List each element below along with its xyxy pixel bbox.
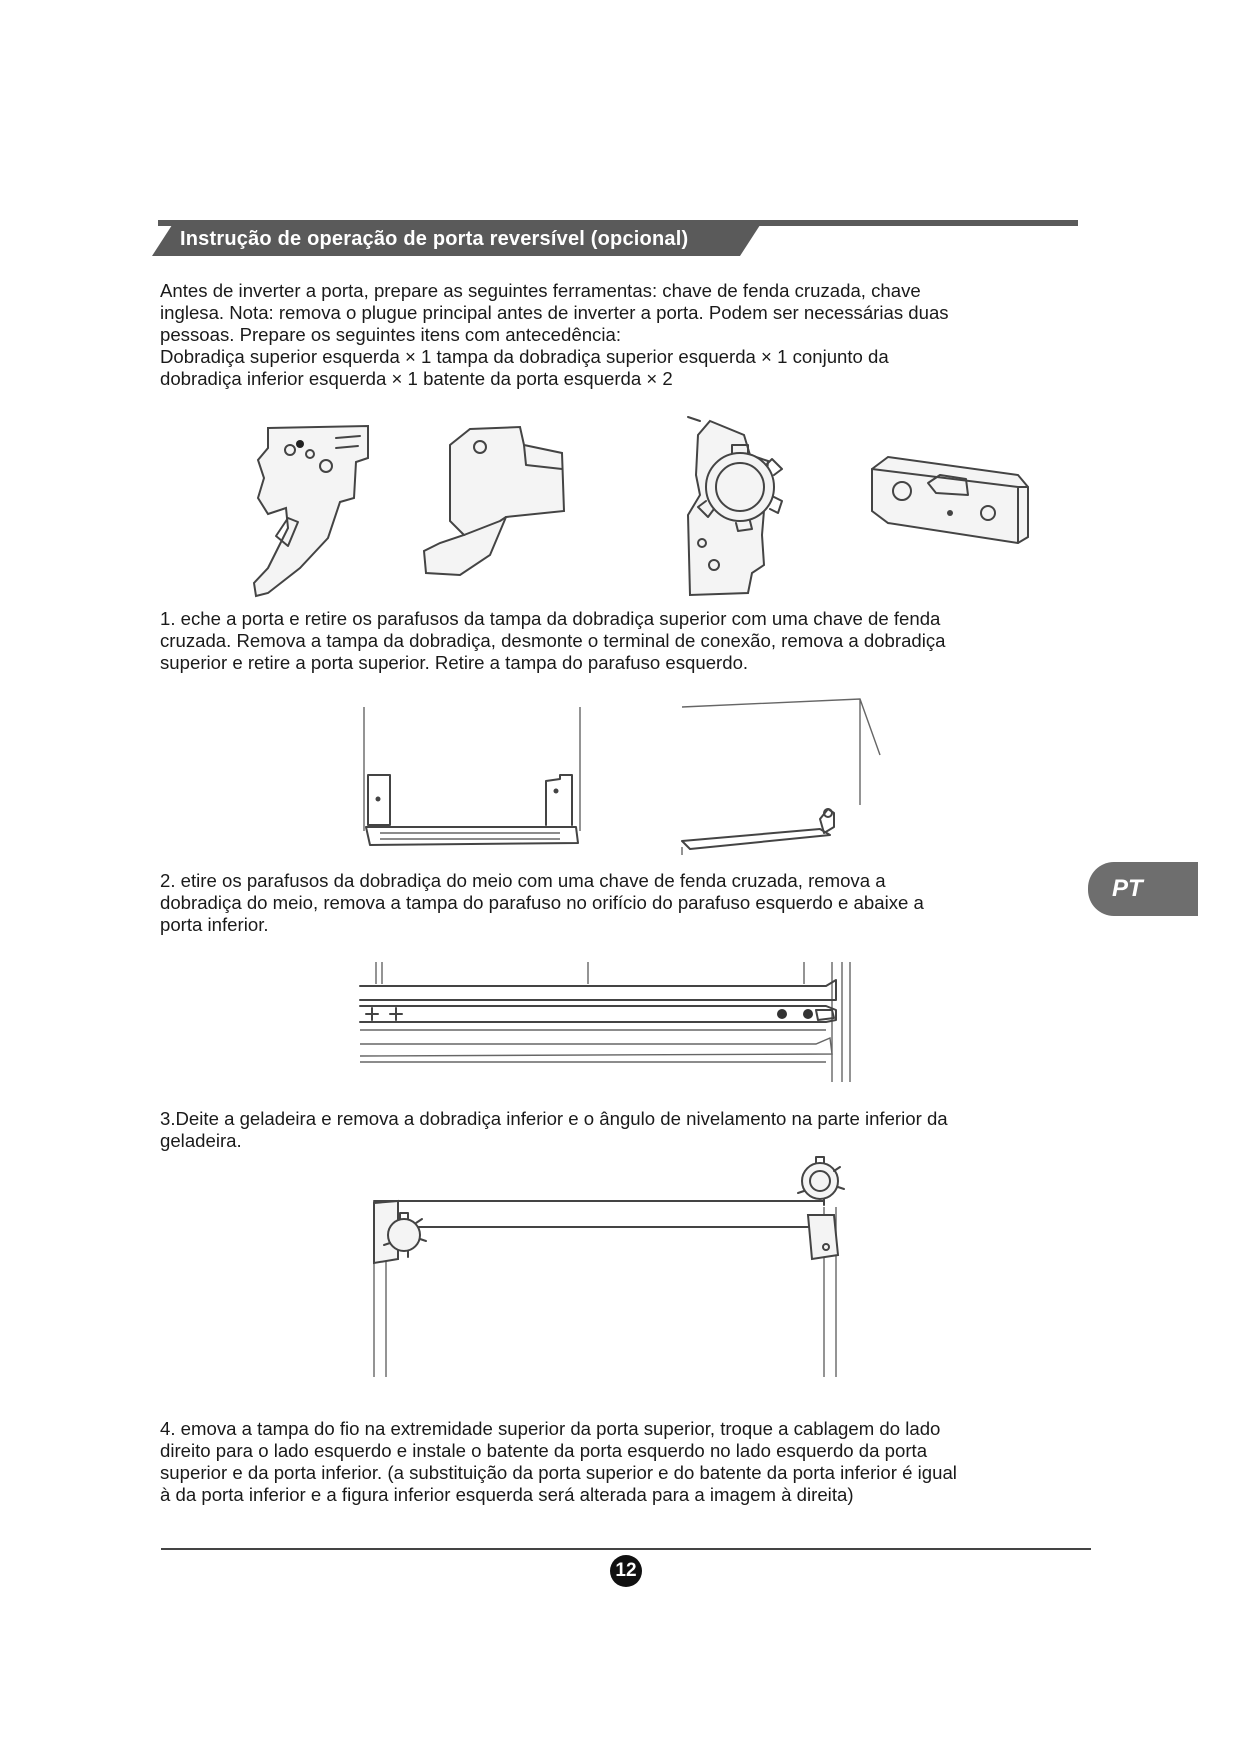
step-line: à da porta inferior e a figura inferior esquerda será alterada para a imagem à direita) (160, 1484, 854, 1505)
step-1-text (160, 608, 946, 674)
lower-hinge-base-illustration (368, 1155, 848, 1380)
step-line: dobradiça do meio, remova a tampa do parafuso no orifício do parafuso esquerdo e abaixe a (160, 892, 924, 913)
lower-hinge-set-illustration (680, 415, 800, 600)
page-number: 12 (610, 1555, 642, 1587)
intro-line: dobradiça inferior esquerda × 1 batente da porta esquerda × 2 (160, 368, 673, 389)
intro-line: Antes de inverter a porta, prepare as seguintes ferramentas: chave de fenda cruzada, chave (160, 280, 921, 301)
step-4-text (160, 1418, 957, 1506)
step-2-text (160, 870, 924, 936)
step-3-text (160, 1108, 948, 1152)
step-line: superior e retire a porta superior. Retire a tampa do parafuso esquerdo. (160, 652, 749, 673)
intro-text (160, 280, 949, 390)
footer-rule (161, 1548, 1091, 1550)
step-line: direito para o lado esquerdo e instale o batente da porta esquerdo no lado esquerdo da porta (160, 1440, 928, 1461)
top-door-open-illustration (680, 695, 880, 865)
step-line: 2. etire os parafusos da dobradiça do meio com uma chave de fenda cruzada, remova a (160, 870, 886, 891)
top-door-front-illustration (360, 705, 600, 855)
step-line: 1. eche a porta e retire os parafusos da tampa da dobradiça superior com uma chave de fenda (160, 608, 941, 629)
door-stop-illustration (868, 455, 1033, 545)
step-line: geladeira. (160, 1130, 242, 1151)
intro-line: Dobradiça superior esquerda × 1 tampa da dobradiça superior esquerda × 1 conjunto da (160, 346, 889, 367)
middle-hinge-illustration (356, 962, 866, 1092)
step-line: 3.Deite a geladeira e remova a dobradiça inferior e o ângulo de nivelamento na parte inferior da (160, 1108, 948, 1129)
step-line: 4. emova a tampa do fio na extremidade superior da porta superior, troque a cablagem do lado (160, 1418, 941, 1439)
hinge-cover-illustration (420, 425, 570, 585)
step-line: superior e da porta inferior. (a substituição da porta superior e do batente da porta inferior é igual (160, 1462, 957, 1483)
step-line: porta inferior. (160, 914, 269, 935)
language-tab-label: PT (1112, 875, 1143, 902)
intro-line: pessoas. Prepare os seguintes itens com antecedência: (160, 324, 621, 345)
intro-line: inglesa. Nota: remova o plugue principal antes de inverter a porta. Podem ser necessárias duas (160, 302, 949, 323)
step-line: cruzada. Remova a tampa da dobradiça, desmonte o terminal de conexão, remova a dobradiça (160, 630, 946, 651)
page-title: Instrução de operação de porta reversível (opcional) (180, 228, 689, 250)
upper-hinge-illustration (228, 418, 378, 598)
language-tab (1088, 862, 1198, 916)
